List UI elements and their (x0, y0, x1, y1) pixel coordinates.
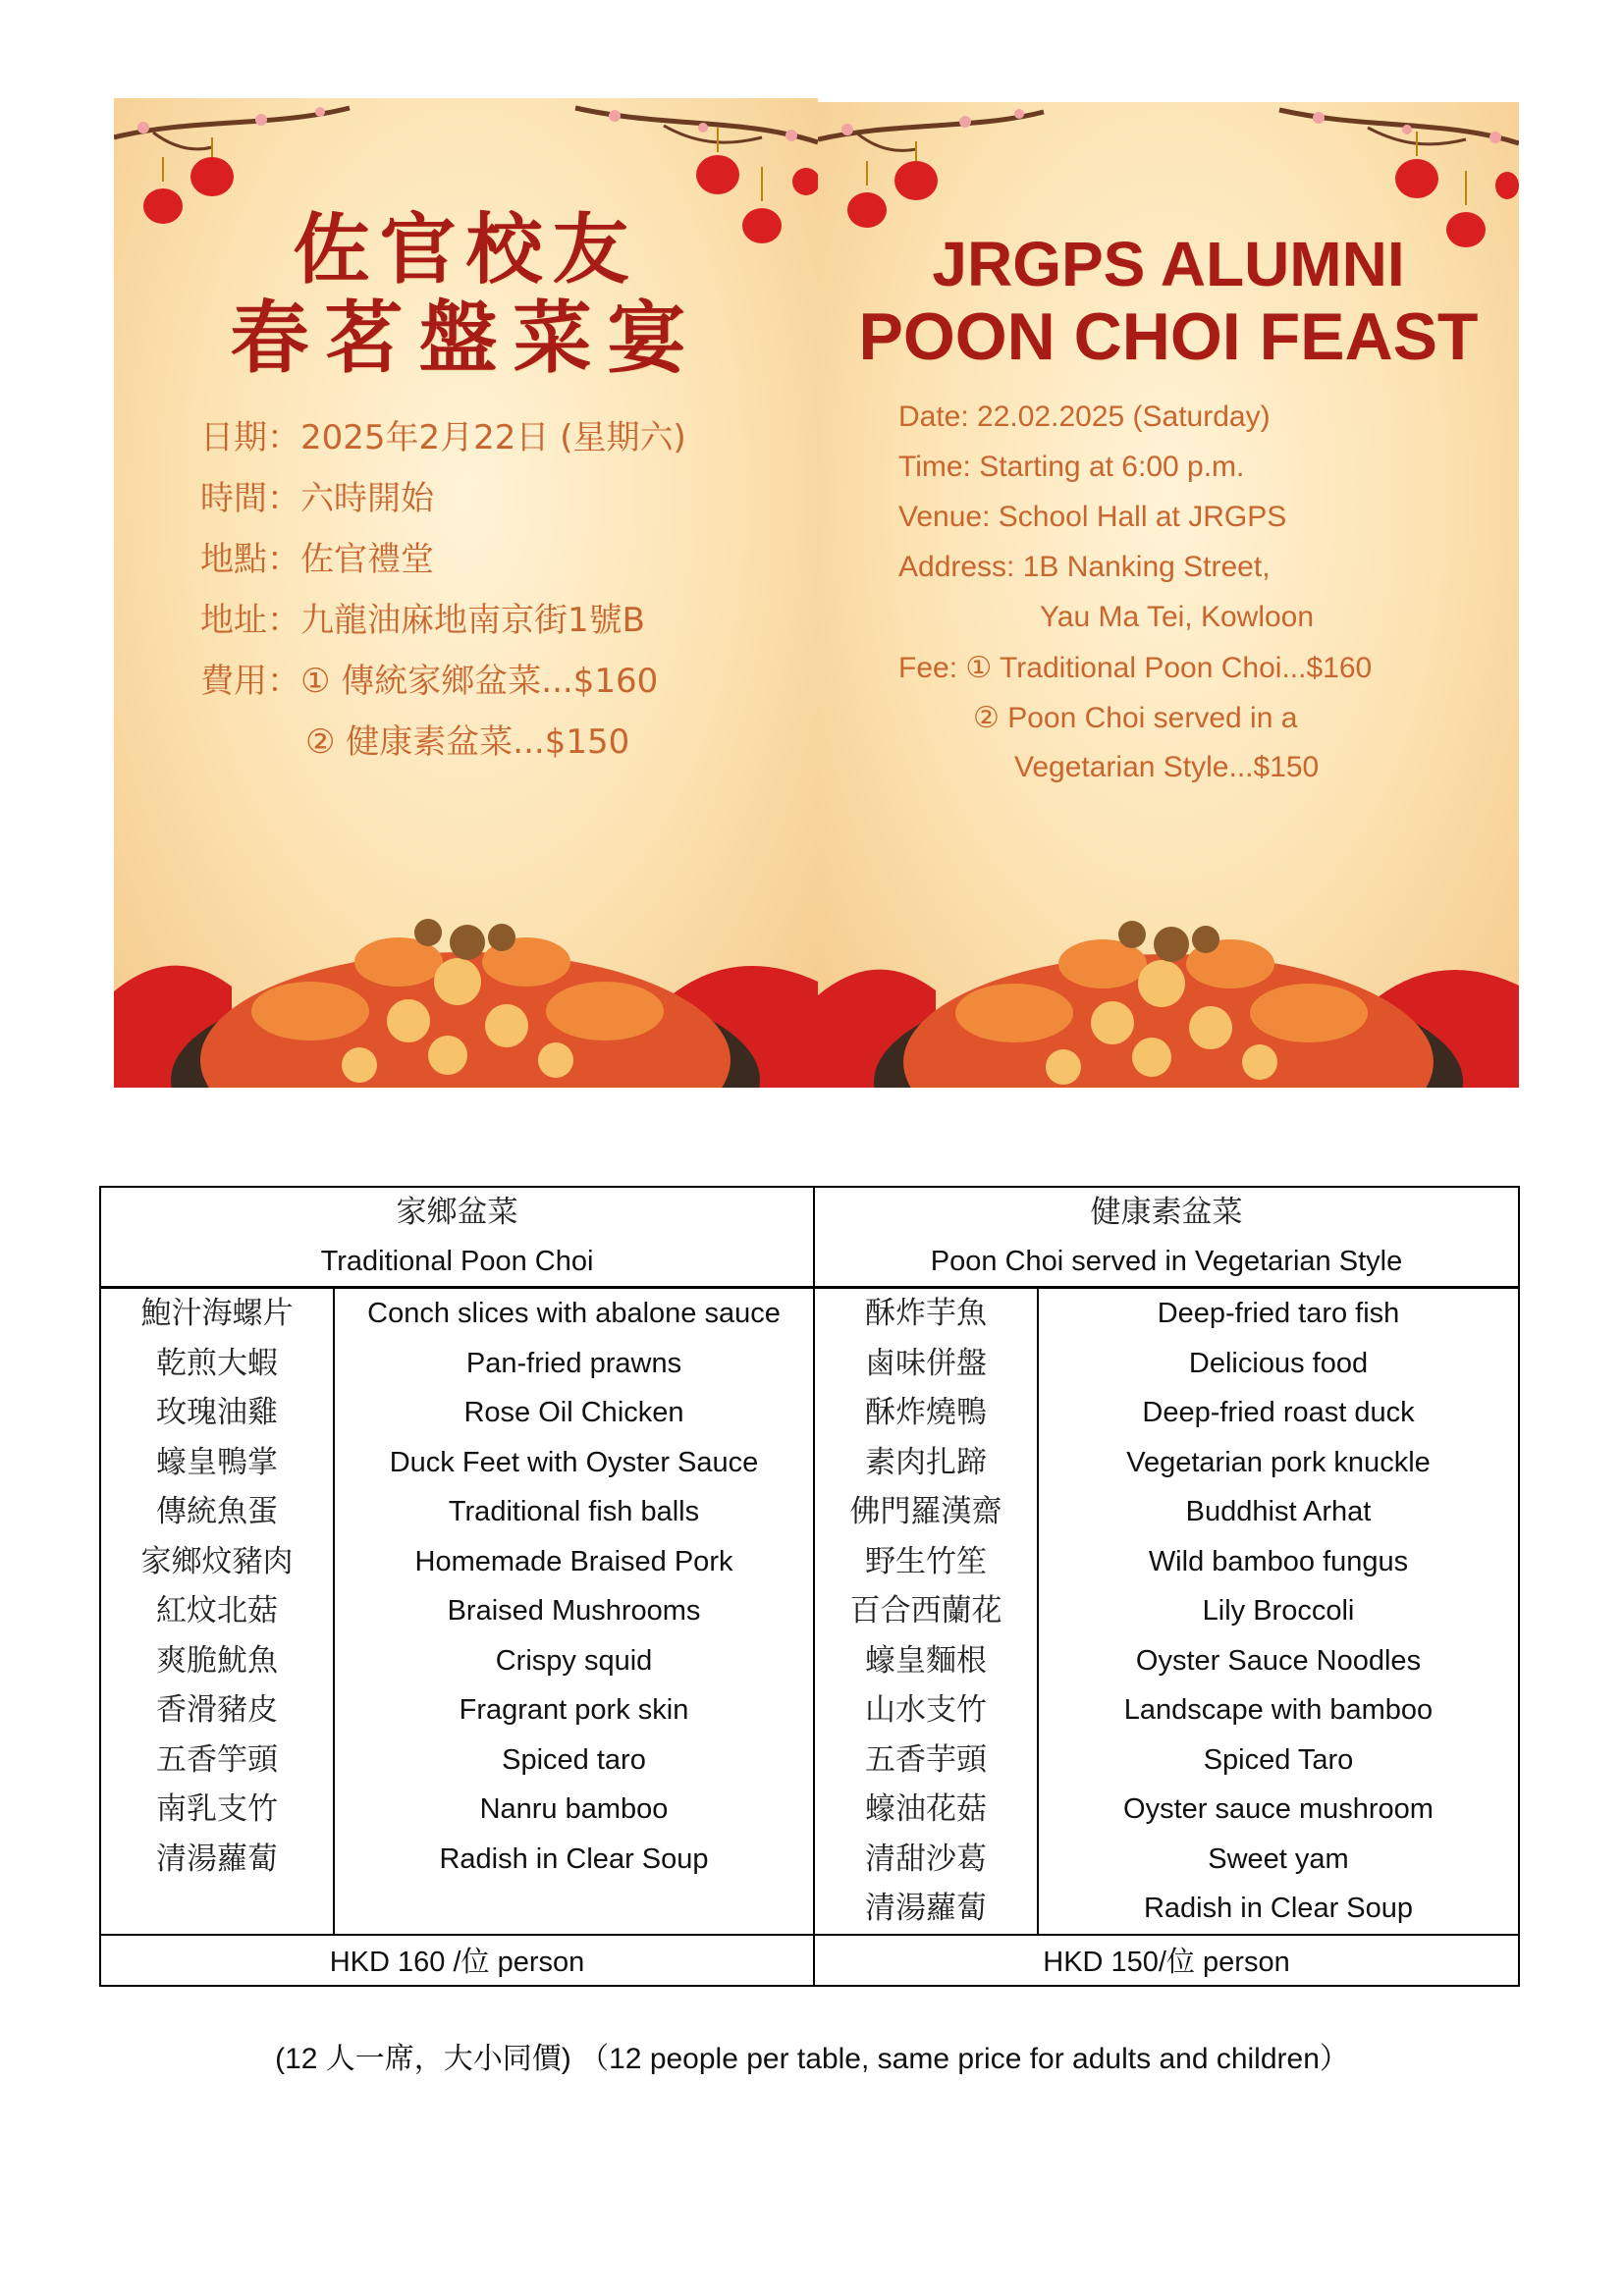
vegetarian-item-zh: 山水支竹 (814, 1685, 1038, 1735)
vegetarian-item-en: Oyster Sauce Noodles (1038, 1636, 1519, 1686)
traditional-item-en: Nanru bamboo (334, 1785, 814, 1835)
vegetarian-item-en: Deep-fried roast duck (1038, 1388, 1519, 1438)
vegetarian-item-en: Wild bamboo fungus (1038, 1537, 1519, 1587)
vegetarian-item-zh: 酥炸芋魚 (814, 1288, 1038, 1339)
menu-row (100, 1537, 1519, 1587)
traditional-item-zh: 香滑豬皮 (100, 1685, 334, 1735)
poster-title-line2: 春茗盤菜宴 (230, 293, 702, 384)
poster-fee-2-line2: Vegetarian Style...$150 (1014, 751, 1320, 783)
vegetarian-item-zh: 野生竹笙 (814, 1537, 1038, 1587)
traditional-item-en: Rose Oil Chicken (334, 1388, 814, 1438)
traditional-item-en: Traditional fish balls (334, 1487, 814, 1537)
vegetarian-item-zh: 酥炸燒鴨 (814, 1388, 1038, 1438)
traditional-item-en: Duck Feet with Oyster Sauce (334, 1438, 814, 1488)
traditional-price: HKD 160 /位 person (100, 1935, 814, 1986)
traditional-item-zh: 傳統魚蛋 (100, 1487, 334, 1537)
poster-time: 時間：六時開始 (200, 479, 434, 518)
menu-items (100, 1288, 1519, 1935)
vegetarian-item-zh: 清湯蘿蔔 (814, 1884, 1038, 1935)
menu-row (100, 1785, 1519, 1835)
traditional-item-zh: 乾煎大蝦 (100, 1339, 334, 1389)
poster-address: 地址：九龍油麻地南京街1號B (200, 601, 645, 640)
traditional-header-en: Traditional Poon Choi (320, 1246, 594, 1277)
traditional-item-en: Crispy squid (334, 1636, 814, 1686)
traditional-header (100, 1187, 814, 1288)
traditional-item-en: Fragrant pork skin (334, 1685, 814, 1735)
traditional-item-en: Spiced taro (334, 1735, 814, 1786)
vegetarian-item-zh: 鹵味併盤 (814, 1339, 1038, 1389)
menu-row (100, 1884, 1519, 1935)
vegetarian-item-zh: 百合西蘭花 (814, 1586, 1038, 1636)
traditional-item-zh: 南乳支竹 (100, 1785, 334, 1835)
menu-row (100, 1487, 1519, 1537)
traditional-item-en: Pan-fried prawns (334, 1339, 814, 1389)
traditional-item-zh: 五香竽頭 (100, 1735, 334, 1786)
traditional-item-en: Radish in Clear Soup (334, 1835, 814, 1885)
poster-title-line2: POON CHOI FEAST (858, 299, 1479, 374)
menu-row (100, 1388, 1519, 1438)
traditional-item-zh: 清湯蘿蔔 (100, 1835, 334, 1885)
vegetarian-item-en: Lily Broccoli (1038, 1586, 1519, 1636)
traditional-item-zh (100, 1884, 334, 1935)
poster-address-1: Address: 1B Nanking Street, (898, 551, 1271, 583)
traditional-item-zh: 爽脆魷魚 (100, 1636, 334, 1686)
poster-time: Time: Starting at 6:00 p.m. (898, 451, 1245, 483)
menu-header-row (100, 1187, 1519, 1288)
menu-row (100, 1438, 1519, 1488)
traditional-item-zh: 蠔皇鴨掌 (100, 1438, 334, 1488)
vegetarian-item-zh: 五香芋頭 (814, 1735, 1038, 1786)
traditional-item-en (334, 1884, 814, 1935)
menu-row (100, 1339, 1519, 1389)
menu-row (100, 1735, 1519, 1786)
vegetarian-item-zh: 清甜沙葛 (814, 1835, 1038, 1885)
traditional-item-zh: 玫瑰油雞 (100, 1388, 334, 1438)
vegetarian-header (814, 1187, 1519, 1288)
menu-price-row (100, 1935, 1519, 1986)
vegetarian-header-en: Poon Choi served in Vegetarian Style (930, 1246, 1403, 1277)
vegetarian-item-en: Sweet yam (1038, 1835, 1519, 1885)
poster-fee-1: 費用：① 傳統家鄉盆菜...$160 (200, 662, 659, 701)
poster-english (818, 102, 1519, 1088)
poster-address-2: Yau Ma Tei, Kowloon (1040, 601, 1315, 633)
menu-row (100, 1586, 1519, 1636)
menu-row (100, 1636, 1519, 1686)
vegetarian-item-zh: 佛門羅漢齋 (814, 1487, 1038, 1537)
menu-table (99, 1186, 1520, 1987)
vegetarian-item-zh: 蠔皇麵根 (814, 1636, 1038, 1686)
poster-date: Date: 22.02.2025 (Saturday) (898, 400, 1271, 433)
poster-chinese (114, 98, 818, 1088)
poster-title-line1: 佐官校友 (293, 206, 639, 294)
vegetarian-item-en: Landscape with bamboo (1038, 1685, 1519, 1735)
poster-fee-2: ② 健康素盆菜...$150 (305, 722, 630, 762)
traditional-item-en: Homemade Braised Pork (334, 1537, 814, 1587)
menu-row (100, 1288, 1519, 1339)
table-footnote: (12 人一席，大小同價) （12 people per table, same price for adults and children） (275, 2043, 1349, 2075)
vegetarian-item-zh: 蠔油花菇 (814, 1785, 1038, 1835)
vegetarian-item-en: Radish in Clear Soup (1038, 1884, 1519, 1935)
vegetarian-item-en: Deep-fried taro fish (1038, 1288, 1519, 1339)
traditional-item-zh: 家鄉炆豬肉 (100, 1537, 334, 1587)
traditional-item-zh: 鮑汁海螺片 (100, 1288, 334, 1339)
menu-row (100, 1685, 1519, 1735)
vegetarian-header-zh: 健康素盆菜 (1090, 1195, 1243, 1230)
vegetarian-item-en: Spiced Taro (1038, 1735, 1519, 1786)
poster-venue: Venue: School Hall at JRGPS (898, 501, 1287, 533)
vegetarian-item-en: Delicious food (1038, 1339, 1519, 1389)
poster-fee-1: Fee: ① Traditional Poon Choi...$160 (898, 652, 1373, 684)
traditional-header-zh: 家鄉盆菜 (396, 1195, 518, 1230)
menu-row (100, 1835, 1519, 1885)
vegetarian-item-zh: 素肉扎蹄 (814, 1438, 1038, 1488)
vegetarian-price: HKD 150/位 person (814, 1935, 1519, 1986)
vegetarian-item-en: Buddhist Arhat (1038, 1487, 1519, 1537)
traditional-item-en: Conch slices with abalone sauce (334, 1288, 814, 1339)
traditional-item-en: Braised Mushrooms (334, 1586, 814, 1636)
vegetarian-item-en: Vegetarian pork knuckle (1038, 1438, 1519, 1488)
poster-fee-2-line1: ② Poon Choi served in a (973, 702, 1298, 734)
traditional-item-zh: 紅炆北菇 (100, 1586, 334, 1636)
poster-venue: 地點：佐官禮堂 (200, 540, 434, 579)
poster-title-line1: JRGPS ALUMNI (932, 229, 1405, 299)
vegetarian-item-en: Oyster sauce mushroom (1038, 1785, 1519, 1835)
poster-date: 日期：2025年2月22日 (星期六) (200, 418, 686, 457)
